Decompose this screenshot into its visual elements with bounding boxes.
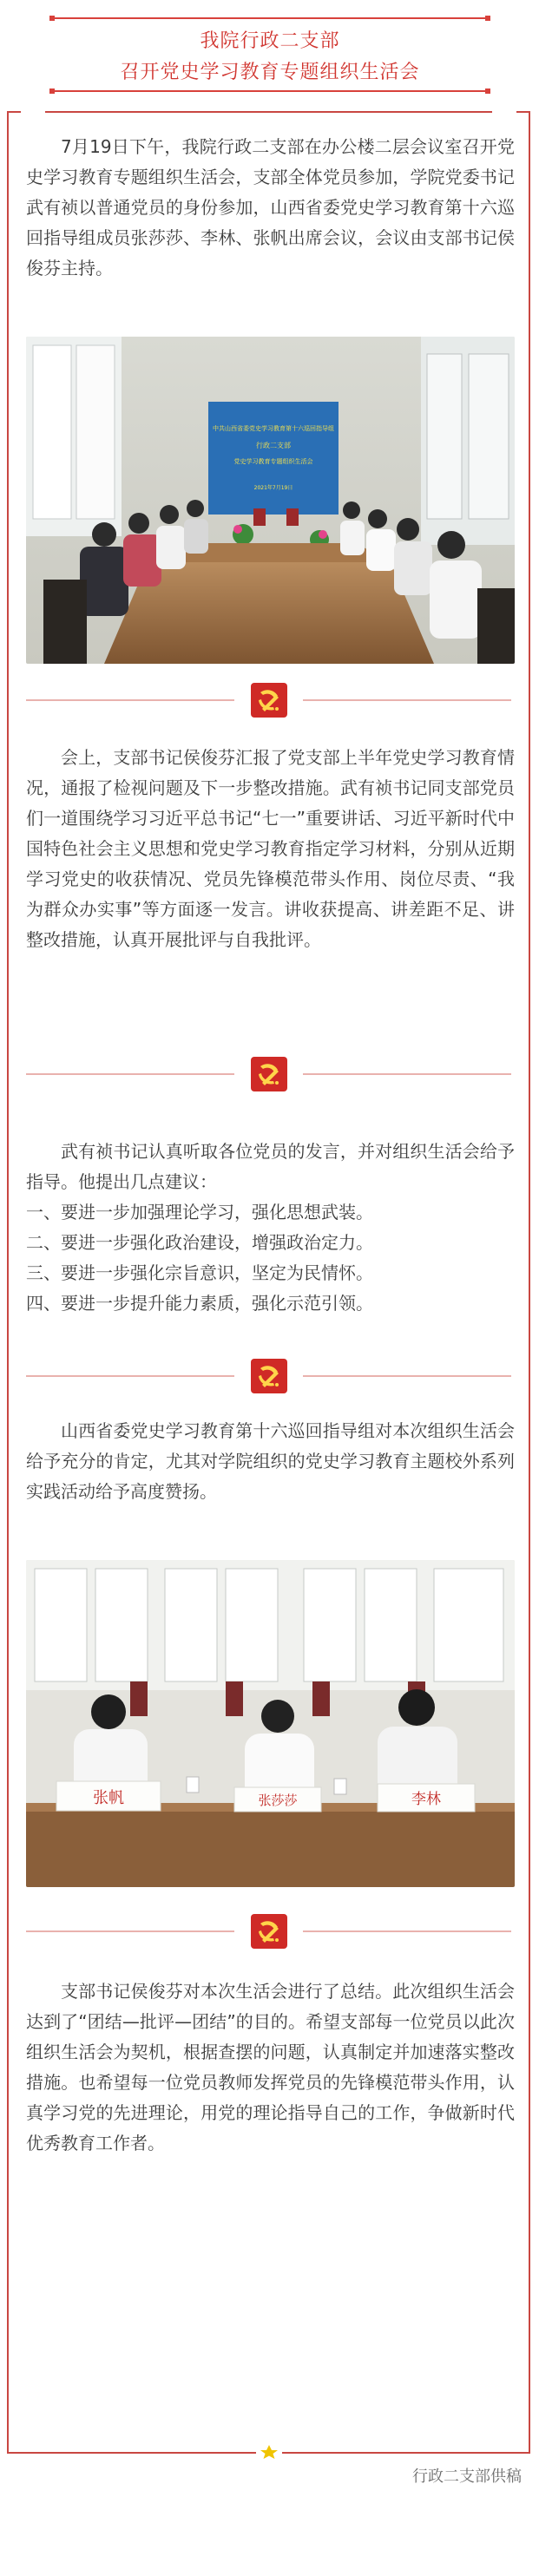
suggestion-item: 三、要进一步强化宗旨意识，坚定为民情怀。 — [26, 1262, 373, 1283]
suggestion-item: 二、要进一步强化政治建设，增强政治定力。 — [26, 1232, 373, 1253]
frame-notch — [21, 106, 45, 118]
party-emblem-icon — [251, 683, 287, 718]
star-icon — [256, 2444, 282, 2460]
divider-line — [26, 1073, 234, 1075]
page-title-line2: 召开党史学习教育专题组织生活会 — [120, 62, 420, 83]
paragraph-praise: 山西省委党史学习教育第十六巡回指导组对本次组织生活会给予充分的肯定，尤其对学院组织的党史学习教育主题校外系列实践活动给予高度赞扬。 — [26, 1420, 515, 1502]
suggestion-item: 一、要进一步加强理论学习，强化思想武装。 — [26, 1202, 373, 1222]
party-emblem-icon — [251, 1057, 287, 1091]
title-banner — [55, 17, 485, 92]
frame-notch — [492, 106, 516, 118]
nameplate-lilin: 李林 — [411, 1791, 441, 1808]
divider-line — [303, 1375, 511, 1377]
section-divider — [9, 1914, 529, 1949]
suggestions-block — [9, 1137, 529, 1319]
corner-decoration — [485, 88, 490, 94]
divider-line — [26, 1375, 234, 1377]
divider-line — [303, 699, 511, 701]
divider-line — [303, 1073, 511, 1075]
nameplate-zhangfan: 张帆 — [93, 1789, 124, 1807]
corner-decoration — [485, 16, 490, 21]
paragraph-summary: 支部书记侯俊芬对本次生活会进行了总结。此次组织生活会达到了“团结—批评—团结”的目的。希望支部每一位党员以此次组织生活会为契机，根据查摆的问题，认真制定并加速落实整改措施。也希望每一位党员教师发挥党员的先锋模范带头作用，认真学习党的先进理论，用党的理论指导自己的工作，争做新时代优秀教育工作者。 — [26, 1981, 515, 2153]
party-emblem-icon — [251, 1914, 287, 1949]
party-emblem-icon — [251, 1359, 287, 1393]
meeting-photo-illustration — [26, 337, 515, 664]
inspectors-photo — [26, 1560, 515, 1887]
page-title-line1: 我院行政二支部 — [200, 30, 340, 52]
paragraph-intro: 7月19日下午，我院行政二支部在办公楼二层会议室召开党史学习教育专题组织生活会，支部全体党员参加，学院党委书记武有祯以普通党员的身份参加，山西省委党史学习教育第十六巡回指导组成员张莎莎、李林、张帆出席会议，会议由支部书记侯俊芬主持。 — [26, 136, 515, 279]
suggestion-item: 四、要进一步提升能力素质，强化示范引领。 — [26, 1293, 373, 1314]
corner-decoration — [49, 16, 55, 21]
screen-text-4: 2021年7月19日 — [253, 485, 293, 491]
paragraph-report: 会上，支部书记侯俊芬汇报了党支部上半年党史学习教育情况，通报了检视问题及下一步整改措施。武有祯书记同支部党员们一道围绕学习习近平总书记“七一”重要讲话、习近平新时代中国特色社会主义思想和党史学习教育指定学习材料，分别从近期学习党史的收获情况、党员先锋模范带头作用、岗位尽责、“我为群众办实事”等方面逐一发言。讲收获提高、讲差距不足、讲整改措施，认真开展批评与自我批评。 — [26, 747, 515, 950]
meeting-photo — [26, 337, 515, 664]
divider-line — [26, 699, 234, 701]
section-divider — [9, 683, 529, 718]
screen-text-3: 党史学习教育专题组织生活会 — [233, 458, 313, 465]
inspectors-photo-illustration — [26, 1560, 515, 1887]
paragraph-guidance: 武有祯书记认真听取各位党员的发言，并对组织生活会给予指导。他提出几点建议： — [26, 1141, 515, 1192]
screen-text-2: 行政二支部 — [256, 442, 291, 449]
divider-line — [303, 1930, 511, 1932]
screen-text-1: 中共山西省委党史学习教育第十六巡回指导组 — [213, 425, 334, 432]
nameplate-zhangshasha: 张莎莎 — [258, 1793, 298, 1808]
section-divider — [9, 1359, 529, 1393]
divider-line — [26, 1930, 234, 1932]
article-frame — [7, 111, 530, 2454]
section-divider — [9, 1057, 529, 1091]
footer-credit: 行政二支部供稿 — [412, 2468, 522, 2486]
corner-decoration — [49, 88, 55, 94]
